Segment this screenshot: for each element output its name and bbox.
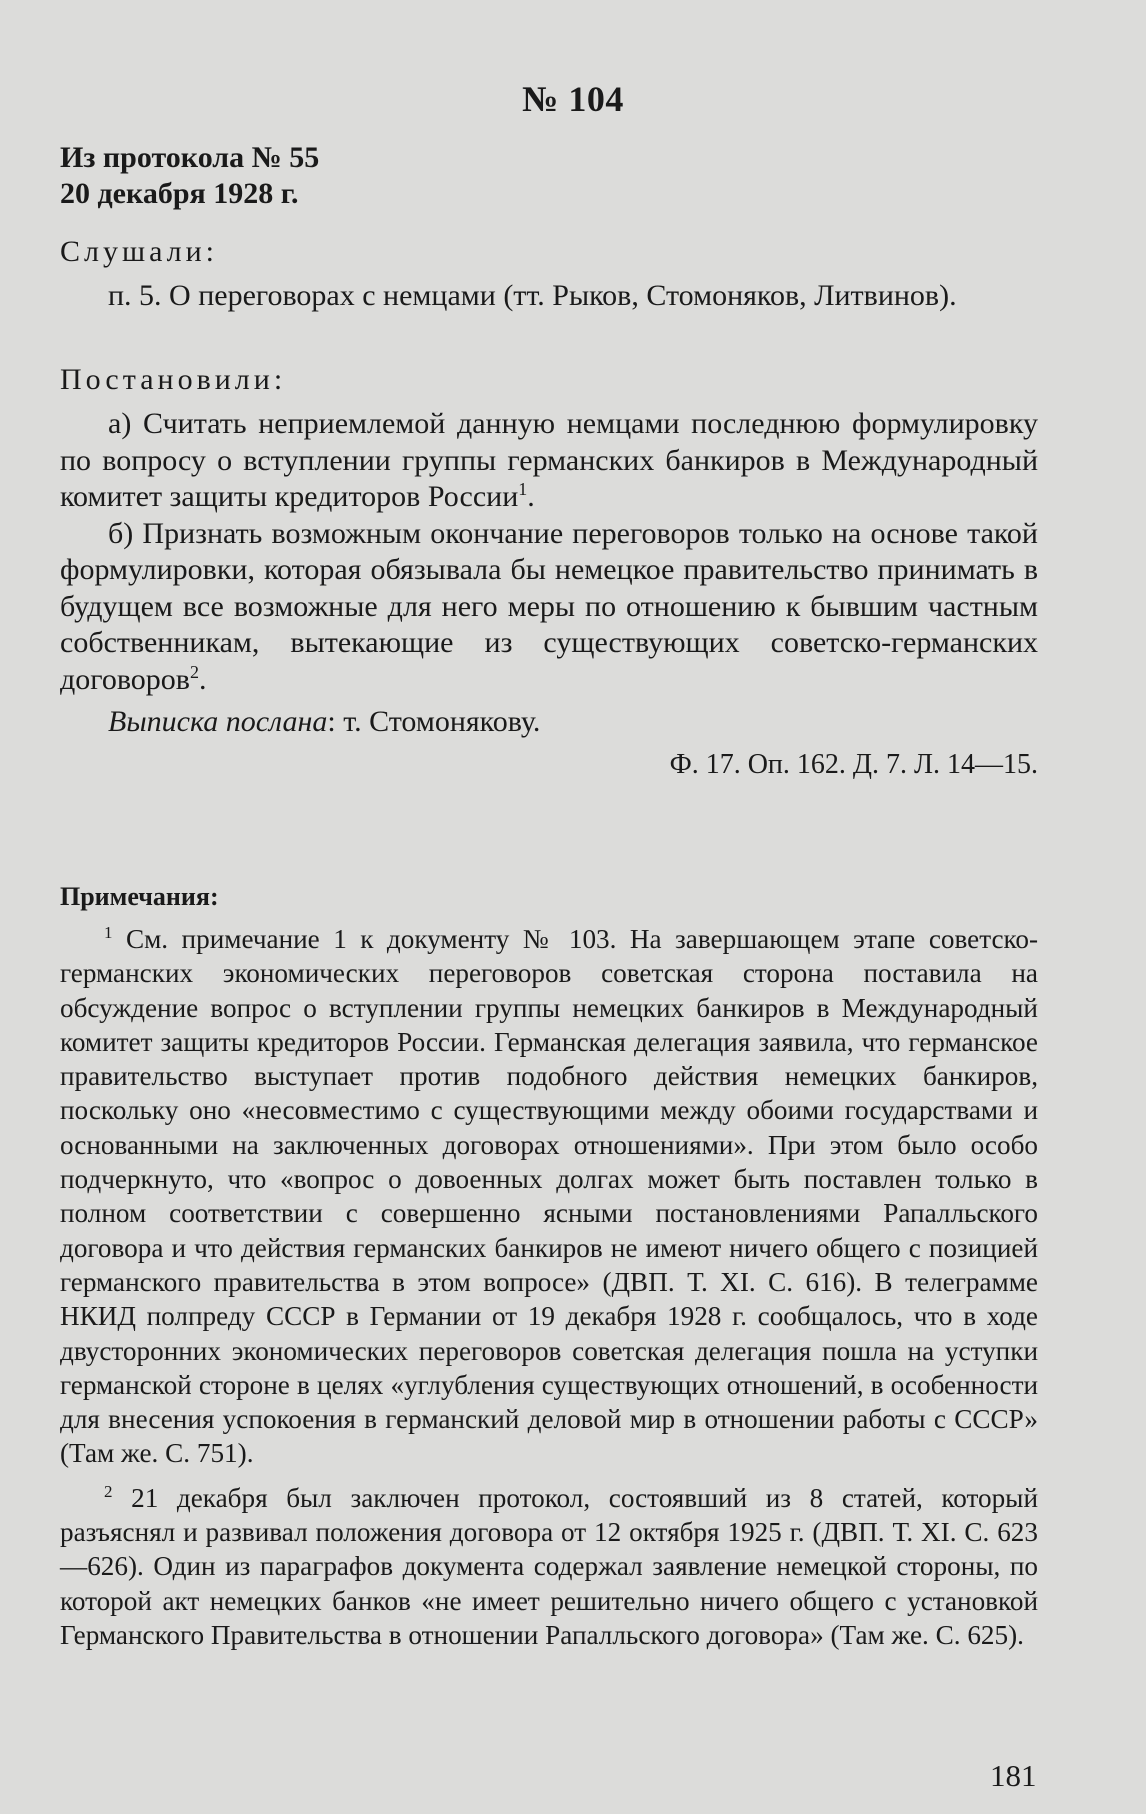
note-1-text: См. примечание 1 к документу № 103. На завершающем этапе советско-германских экономических переговоров советская сторона поставила на обсуждение вопрос о вступлении группы немецких банкиров в Международный комитет защиты кредиторов России. Германская делегация заявила, что германское правительство выступает против подобного действия немецких банкиров, поскольку оно «несовместимо с существующими между обоими государствами и основанными на заключенных договорах отношениями». При этом было особо подчеркнуто, что «вопрос о довоенных долгах может быть поставлен только в полном соответствии с совершенно ясными постановлениями Рапалльского договора и что действия германских банкиров не имеют ничего общего с позицией германского правительства в этом вопросе» (ДВП. Т. XI. С. 616). В телеграмме НКИД полпреду СССР в Германии от 19 декабря 1928 г. сообщалось, что в ходе двусторонних экономических переговоров советская делегация пошла на уступки германской стороне в целях «углубления существующих отношений, в особенности для внесения успокоения в германский деловой мир в отношении работы с СССР» (Там же. С. 751). (60, 924, 1038, 1469)
note-2-ref: 2 (104, 1481, 113, 1501)
protocol-date: 20 декабря 1928 г. (60, 177, 299, 210)
footnote-ref-1: 1 (518, 479, 528, 499)
resolved-label: Постановили: (60, 363, 287, 396)
page-number: 181 (990, 1758, 1037, 1793)
footnote-ref-2: 2 (189, 661, 199, 682)
note-1 (60, 922, 1038, 1471)
extract-text: : т. Стомонякову. (327, 705, 541, 738)
resolution-a-text: а) Считать неприемлемой данную немцами последнюю формулировку по вопросу о вступлении группы германских банкиров в Международный комитет защиты кредиторов России (60, 407, 1038, 513)
resolution-a (60, 406, 1038, 516)
resolution-b (60, 516, 1038, 699)
note-1-ref: 1 (104, 922, 113, 942)
extract-label: Выписка послана (108, 705, 328, 738)
notes-section (60, 880, 1038, 1652)
note-2 (60, 1481, 1038, 1652)
resolution-a-end: . (527, 480, 535, 513)
resolution-b-end: . (198, 662, 207, 696)
document-number: № 104 (522, 79, 624, 119)
notes-heading: Примечания: (60, 882, 219, 911)
heard-text: п. 5. О переговорах с немцами (тт. Рыков, Стомоняков, Литвинов). (108, 279, 957, 312)
resolved-section (60, 360, 1038, 783)
extract-line (60, 704, 1038, 741)
archive-reference: Ф. 17. Оп. 162. Д. 7. Л. 14—15. (669, 748, 1038, 780)
resolution-b-text: б) Признать возможным окончание переговоров только на основе такой формулировки, которая обязывала бы немецкое правительство принимать в будущем все возможные для него меры по отношению к бывшим частным собственникам, вытекающие из существующих советско-германских договоров (60, 516, 1038, 696)
heard-label: Слушали: (60, 235, 219, 268)
protocol-header (60, 140, 1038, 212)
note-2-text: 21 декабря был заключен протокол, состоявший из 8 статей, который разъяснял и развивал положения договора от 12 октября 1925 г. (ДВП. Т. XI. С. 623—626). Один из параграфов документа содержал заявление немецкой стороны, по которой акт немецких банков «не имеет решительно ничего общего с установкой Германского Правительства в отношении Рапалльского договора» (Там же. С. 625). (60, 1482, 1038, 1650)
heard-section (60, 232, 1038, 315)
protocol-title: Из протокола № 55 (60, 141, 320, 174)
